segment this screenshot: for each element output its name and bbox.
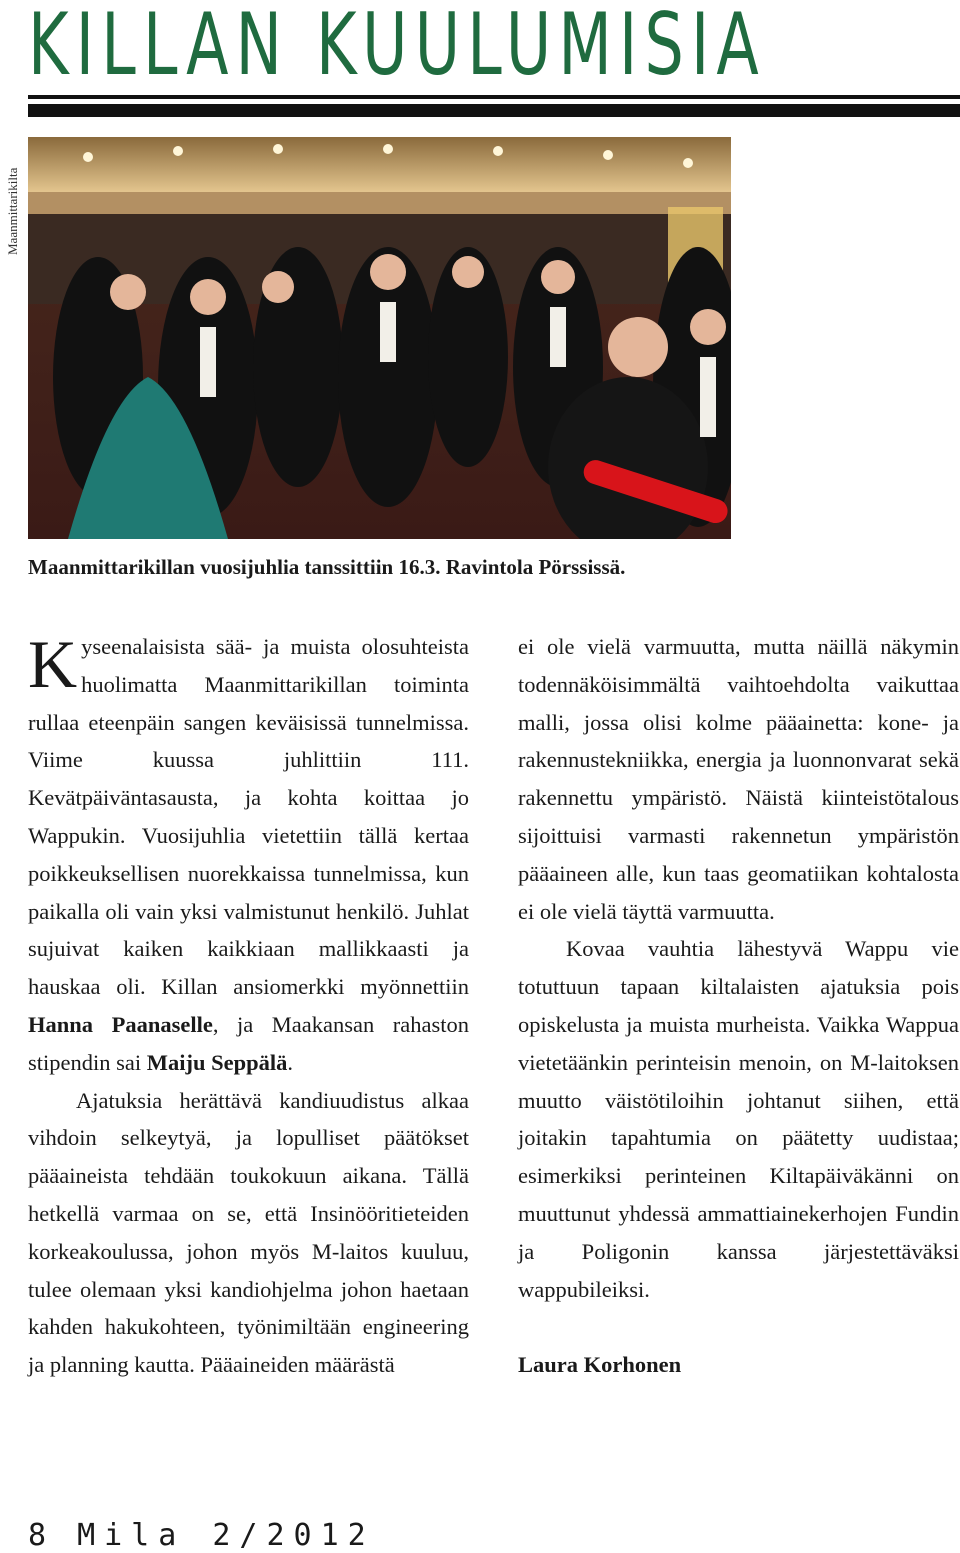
page-footer [28, 1518, 375, 1553]
section-title: KILLAN KUULUMISIA [28, 0, 766, 95]
photo-credit: Maanmittarikilta [5, 167, 20, 255]
intro-text-a: yseenalaisista sää- ja muista olosuhteista huolimatta Maanmittarikillan toiminta rullaa eteenpäin sangen keväisissä tunnelmissa. Viime kuussa juhlittiin 111. Kevätpäiväntasausta, ja kohta koittaa jo Wappukin. Vuosijuhlia vietettiin tällä kertaa poikkeuksellisen nuorekkaissa tunnelmissa, kun paikalla oli vain yksi valmistunut henkilö. Juhlat sujuivat kaiken kaikkiaan mallikkaasti ja hauskaa oli. Killan ansiomerkki myönnettiin [28, 634, 469, 1000]
paragraph-kandiuudistus: Ajatuksia herättävä kandiuudistus alkaa vihdoin selkeytyä, ja lopulliset päätökset pääaineista tehdään toukokuun aikana. Tällä hetkellä varmaa on se, että Insinööritieteiden korkeakoulussa, johon myös M-laitos kuuluu, tulee olemaan yksi kandiohjelma johon haetaan kahden hakukohteen, työnimiltään engineering ja planning kautta. Pääaineiden määrästä [28, 1087, 469, 1378]
intro-text-b: , ja Maakansan rahaston stipendin sai [28, 1011, 469, 1075]
header-rule-thick [28, 104, 960, 117]
award-recipient-name: Hanna Paanaselle [28, 1011, 213, 1037]
article-author: Laura Korhonen [518, 1352, 682, 1378]
header-rule-thin [28, 95, 960, 99]
paragraph-intro [28, 628, 469, 1082]
paragraph-wappu: Kovaa vauhtia lähestyvä Wappu vie totuttuun tapaan kiltalaisten ajatuksia pois opiskelusta ja muista murheista. Vaikka Wappua vietetäänkin perinteisin menoin, on M-laitoksen muutto väistötiloihin johtanut siihen, että joitakin tapahtumia on päätetty uudistaa; esimerkiksi perinteinen Kiltapäiväkänni on muuttunut yhdessä ammattiainekerhojen Fundin ja Poligonin kanssa järjestettäväksi wappubileiksi. [518, 936, 959, 1302]
page-number: 8 [28, 1518, 50, 1553]
magazine-issue: Mila 2/2012 [77, 1518, 375, 1553]
stipend-recipient-name: Maiju Seppälä [146, 1049, 288, 1075]
photo-caption: Maanmittarikillan vuosijuhlia tanssittiin 16.3. Ravintola Pörssissä. [28, 555, 626, 579]
paragraph-kandiuudistus-cont: ei ole vielä varmuutta, mutta näillä näkymin todennäköisimmältä vaihtoehdolta vaikuttaa malli, jossa olisi kolme pääainetta: kone- ja rakennustekniikka, energia ja luonnonvarat sekä rakennettu ympäristö. Näistä kiinteistötalous sijoittuisi varmasti rakennetun ympäristön pääaineen alle, kun taas geomatiikan kohtalosta ei ole vielä täyttä varmuutta. [518, 634, 959, 924]
article-column-left [28, 628, 469, 1384]
article-column-right [518, 628, 959, 1384]
intro-text-c: . [287, 1049, 294, 1075]
ball-photo [28, 137, 731, 539]
drop-cap: K [28, 626, 78, 702]
